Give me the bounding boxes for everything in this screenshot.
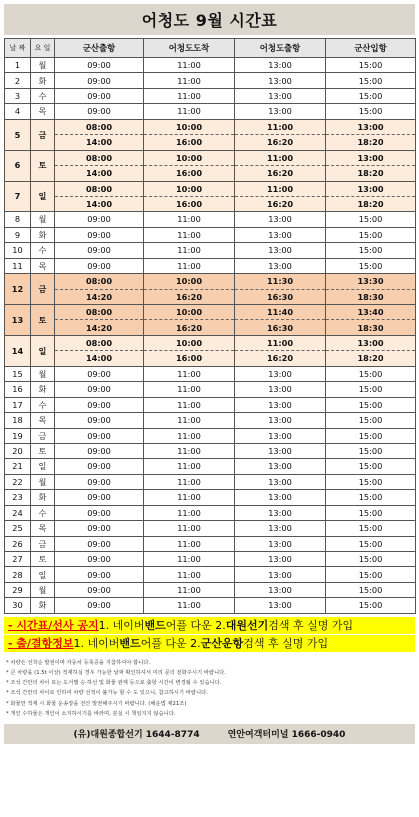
cell-day: 17 (5, 397, 31, 412)
cell-gunsan-depart: 09:00 (55, 552, 144, 567)
cell-day: 6 (5, 150, 31, 181)
table-row (5, 598, 416, 613)
table-row (5, 320, 416, 335)
cell-eocheongdo-arrive: 11:00 (144, 413, 235, 428)
cell-eocheongdo-arrive: 11:00 (144, 598, 235, 613)
cell-weekday: 일 (31, 181, 55, 212)
table-row (5, 274, 416, 289)
table-row (5, 166, 416, 181)
cell-day: 10 (5, 243, 31, 258)
cell-eocheongdo-depart: 16:20 (235, 166, 326, 181)
table-row (5, 413, 416, 428)
cell-gunsan-arrive: 15:00 (326, 598, 416, 613)
cell-eocheongdo-arrive: 11:00 (144, 73, 235, 88)
cell-eocheongdo-arrive: 16:00 (144, 135, 235, 150)
cell-gunsan-arrive: 15:00 (326, 227, 416, 242)
cell-eocheongdo-arrive: 11:00 (144, 258, 235, 273)
cell-day: 27 (5, 552, 31, 567)
table-row (5, 505, 416, 520)
notice-section (4, 617, 415, 652)
cell-gunsan-arrive: 15:00 (326, 428, 416, 443)
cell-weekday: 금 (31, 274, 55, 305)
table-row (5, 552, 416, 567)
cell-eocheongdo-depart: 16:30 (235, 320, 326, 335)
table-row (5, 196, 416, 211)
cell-gunsan-arrive: 18:20 (326, 196, 416, 211)
table-row (5, 335, 416, 350)
cell-eocheongdo-arrive: 11:00 (144, 490, 235, 505)
table-row (5, 104, 416, 119)
header-gunsan-arrive: 군산입항 (326, 39, 416, 58)
cell-day: 5 (5, 119, 31, 150)
cell-eocheongdo-depart: 13:00 (235, 443, 326, 458)
cell-weekday: 화 (31, 382, 55, 397)
cell-eocheongdo-depart: 11:00 (235, 150, 326, 165)
cell-gunsan-depart: 14:20 (55, 289, 144, 304)
cell-gunsan-depart: 08:00 (55, 181, 144, 196)
table-row (5, 243, 416, 258)
cell-gunsan-arrive: 13:30 (326, 274, 416, 289)
cell-eocheongdo-arrive: 11:00 (144, 428, 235, 443)
cell-weekday: 월 (31, 212, 55, 227)
cell-eocheongdo-arrive: 10:00 (144, 181, 235, 196)
cell-weekday: 수 (31, 88, 55, 103)
cell-gunsan-depart: 09:00 (55, 521, 144, 536)
cell-eocheongdo-depart: 11:40 (235, 305, 326, 320)
cell-eocheongdo-depart: 13:00 (235, 243, 326, 258)
cell-eocheongdo-depart: 13:00 (235, 521, 326, 536)
table-row (5, 459, 416, 474)
cell-eocheongdo-depart: 13:00 (235, 73, 326, 88)
cell-eocheongdo-arrive: 11:00 (144, 443, 235, 458)
cell-eocheongdo-depart: 11:00 (235, 181, 326, 196)
cell-gunsan-depart: 09:00 (55, 397, 144, 412)
cell-gunsan-arrive: 18:20 (326, 135, 416, 150)
cell-gunsan-depart: 08:00 (55, 335, 144, 350)
notes-list (4, 658, 415, 719)
cell-gunsan-depart: 08:00 (55, 119, 144, 134)
cell-day: 18 (5, 413, 31, 428)
cell-eocheongdo-depart: 13:00 (235, 366, 326, 381)
cell-gunsan-depart: 09:00 (55, 366, 144, 381)
cell-gunsan-depart: 09:00 (55, 474, 144, 489)
notice-text: 1. 네이버 (73, 637, 120, 651)
cell-gunsan-depart: 14:00 (55, 351, 144, 366)
cell-eocheongdo-arrive: 10:00 (144, 274, 235, 289)
cell-eocheongdo-arrive: 16:20 (144, 320, 235, 335)
table-row (5, 305, 416, 320)
table-row (5, 227, 416, 242)
cell-gunsan-depart: 09:00 (55, 582, 144, 597)
cell-weekday: 목 (31, 104, 55, 119)
cell-gunsan-arrive: 13:00 (326, 150, 416, 165)
cell-day: 9 (5, 227, 31, 242)
cell-eocheongdo-depart: 13:00 (235, 598, 326, 613)
cell-eocheongdo-depart: 16:20 (235, 135, 326, 150)
cell-eocheongdo-arrive: 11:00 (144, 366, 235, 381)
cell-eocheongdo-depart: 13:00 (235, 490, 326, 505)
table-row (5, 382, 416, 397)
notice-text: 검색 후 실명 가입 (268, 619, 354, 633)
notice-schedule (4, 617, 415, 634)
table-row (5, 490, 416, 505)
cell-day: 21 (5, 459, 31, 474)
cell-gunsan-depart: 09:00 (55, 243, 144, 258)
cell-day: 28 (5, 567, 31, 582)
cell-gunsan-arrive: 15:00 (326, 397, 416, 412)
cell-eocheongdo-arrive: 11:00 (144, 104, 235, 119)
cell-day: 16 (5, 382, 31, 397)
table-row (5, 135, 416, 150)
table-row (5, 366, 416, 381)
cell-eocheongdo-arrive: 16:00 (144, 166, 235, 181)
cell-eocheongdo-depart: 13:00 (235, 459, 326, 474)
cell-weekday: 월 (31, 58, 55, 73)
cell-eocheongdo-depart: 13:00 (235, 567, 326, 582)
cell-gunsan-arrive: 15:00 (326, 58, 416, 73)
cell-gunsan-arrive: 15:00 (326, 474, 416, 489)
cell-day: 4 (5, 104, 31, 119)
header-weekday: 요 일 (31, 39, 55, 58)
cell-eocheongdo-depart: 13:00 (235, 382, 326, 397)
cell-gunsan-depart: 14:20 (55, 320, 144, 335)
note-item: * 개인 수하물은 개인이 소지하시기를 바라며, 분실 시 책임지지 않습니다. (6, 710, 176, 717)
cell-eocheongdo-arrive: 10:00 (144, 150, 235, 165)
cell-gunsan-arrive: 15:00 (326, 243, 416, 258)
cell-day: 13 (5, 305, 31, 336)
cell-weekday: 금 (31, 428, 55, 443)
notice-app-name: 밴드 (119, 637, 141, 651)
cell-gunsan-arrive: 15:00 (326, 366, 416, 381)
note-item: * 큰 차량을 (1.5t 이상) 적재하실 경우 가능한 날짜 확인하셔서 미리 문의 전화주시기 바랍니다. (6, 669, 226, 676)
cell-eocheongdo-depart: 13:00 (235, 58, 326, 73)
table-row (5, 73, 416, 88)
cell-eocheongdo-depart: 13:00 (235, 552, 326, 567)
cell-eocheongdo-arrive: 11:00 (144, 88, 235, 103)
cell-gunsan-arrive: 15:00 (326, 505, 416, 520)
cell-eocheongdo-arrive: 16:20 (144, 289, 235, 304)
cell-weekday: 일 (31, 459, 55, 474)
table-row (5, 150, 416, 165)
cell-day: 30 (5, 598, 31, 613)
cell-eocheongdo-arrive: 11:00 (144, 552, 235, 567)
cell-eocheongdo-arrive: 11:00 (144, 212, 235, 227)
cell-eocheongdo-depart: 13:00 (235, 428, 326, 443)
cell-day: 14 (5, 335, 31, 366)
table-row (5, 289, 416, 304)
notice-operation-label: - 출/결항정보 (8, 637, 74, 651)
cell-eocheongdo-depart: 13:00 (235, 474, 326, 489)
cell-gunsan-arrive: 15:00 (326, 104, 416, 119)
footer-contact-daewon: (유)대원종합선기 1644-8774 (73, 730, 200, 741)
timetable-page (4, 4, 415, 744)
cell-gunsan-depart: 14:00 (55, 166, 144, 181)
table-row (5, 181, 416, 196)
cell-eocheongdo-depart: 13:00 (235, 258, 326, 273)
cell-eocheongdo-arrive: 10:00 (144, 335, 235, 350)
cell-eocheongdo-depart: 13:00 (235, 104, 326, 119)
cell-gunsan-arrive: 15:00 (326, 382, 416, 397)
notice-app-name: 밴드 (144, 619, 166, 633)
cell-eocheongdo-arrive: 11:00 (144, 474, 235, 489)
cell-gunsan-arrive: 13:00 (326, 335, 416, 350)
cell-eocheongdo-depart: 16:30 (235, 289, 326, 304)
cell-eocheongdo-depart: 11:00 (235, 119, 326, 134)
cell-gunsan-arrive: 15:00 (326, 73, 416, 88)
cell-day: 15 (5, 366, 31, 381)
cell-gunsan-arrive: 18:30 (326, 320, 416, 335)
table-row (5, 119, 416, 134)
cell-gunsan-depart: 09:00 (55, 73, 144, 88)
notice-text: 어플 다운 2. (140, 637, 201, 651)
cell-gunsan-arrive: 15:00 (326, 212, 416, 227)
cell-gunsan-depart: 09:00 (55, 505, 144, 520)
cell-day: 23 (5, 490, 31, 505)
cell-gunsan-depart: 09:00 (55, 428, 144, 443)
cell-eocheongdo-depart: 13:00 (235, 413, 326, 428)
cell-eocheongdo-arrive: 16:00 (144, 196, 235, 211)
cell-eocheongdo-depart: 13:00 (235, 397, 326, 412)
cell-gunsan-depart: 09:00 (55, 104, 144, 119)
header-gunsan-depart: 군산출항 (55, 39, 144, 58)
cell-gunsan-depart: 09:00 (55, 490, 144, 505)
cell-weekday: 토 (31, 305, 55, 336)
cell-day: 2 (5, 73, 31, 88)
cell-eocheongdo-depart: 11:30 (235, 274, 326, 289)
cell-gunsan-depart: 09:00 (55, 258, 144, 273)
cell-day: 29 (5, 582, 31, 597)
cell-eocheongdo-arrive: 11:00 (144, 243, 235, 258)
cell-gunsan-arrive: 15:00 (326, 521, 416, 536)
cell-day: 22 (5, 474, 31, 489)
table-row (5, 58, 416, 73)
cell-gunsan-depart: 08:00 (55, 274, 144, 289)
cell-weekday: 월 (31, 474, 55, 489)
cell-weekday: 수 (31, 397, 55, 412)
notice-band-name: 군산운항 (200, 637, 244, 651)
cell-gunsan-arrive: 15:00 (326, 536, 416, 551)
header-eocheongdo-arrive: 어청도도착 (144, 39, 235, 58)
cell-gunsan-arrive: 15:00 (326, 88, 416, 103)
cell-weekday: 목 (31, 521, 55, 536)
table-row (5, 258, 416, 273)
cell-weekday: 수 (31, 243, 55, 258)
note-item: * 차량은 선착순 발권이며 자동차 등록증을 지참하셔야 합니다. (6, 659, 151, 666)
cell-eocheongdo-depart: 13:00 (235, 227, 326, 242)
notice-text: 어플 다운 2. (165, 619, 226, 633)
notice-band-name: 대원선기 (225, 619, 269, 633)
cell-weekday: 목 (31, 258, 55, 273)
cell-gunsan-arrive: 13:40 (326, 305, 416, 320)
cell-eocheongdo-arrive: 11:00 (144, 382, 235, 397)
cell-eocheongdo-arrive: 10:00 (144, 305, 235, 320)
cell-eocheongdo-arrive: 11:00 (144, 505, 235, 520)
table-row (5, 521, 416, 536)
table-header-row (5, 39, 416, 58)
cell-gunsan-arrive: 15:00 (326, 413, 416, 428)
table-row (5, 567, 416, 582)
cell-weekday: 화 (31, 598, 55, 613)
cell-weekday: 일 (31, 335, 55, 366)
cell-eocheongdo-depart: 13:00 (235, 536, 326, 551)
cell-weekday: 월 (31, 366, 55, 381)
cell-gunsan-depart: 09:00 (55, 443, 144, 458)
cell-eocheongdo-depart: 16:20 (235, 196, 326, 211)
cell-gunsan-depart: 09:00 (55, 58, 144, 73)
cell-gunsan-depart: 09:00 (55, 88, 144, 103)
cell-gunsan-arrive: 18:20 (326, 351, 416, 366)
cell-gunsan-arrive: 15:00 (326, 258, 416, 273)
cell-weekday: 화 (31, 227, 55, 242)
cell-eocheongdo-arrive: 11:00 (144, 58, 235, 73)
cell-eocheongdo-arrive: 11:00 (144, 567, 235, 582)
cell-gunsan-depart: 09:00 (55, 382, 144, 397)
header-day: 날 짜 (5, 39, 31, 58)
cell-eocheongdo-arrive: 11:00 (144, 459, 235, 474)
cell-gunsan-depart: 08:00 (55, 305, 144, 320)
footer-contacts (4, 724, 415, 744)
cell-weekday: 일 (31, 567, 55, 582)
cell-gunsan-arrive: 15:00 (326, 582, 416, 597)
note-item: * 조석 간만의 차이로 인하여 차량 선적이 불가능 할 수 도 있으니, 참고하시기 바랍니다. (6, 690, 208, 697)
cell-gunsan-depart: 09:00 (55, 459, 144, 474)
cell-day: 20 (5, 443, 31, 458)
table-row (5, 397, 416, 412)
timetable-body (5, 58, 416, 614)
cell-weekday: 수 (31, 505, 55, 520)
page-title: 어청도 9월 시간표 (4, 4, 415, 35)
cell-weekday: 금 (31, 536, 55, 551)
table-row (5, 443, 416, 458)
cell-gunsan-arrive: 13:00 (326, 181, 416, 196)
table-row (5, 536, 416, 551)
cell-weekday: 목 (31, 413, 55, 428)
cell-day: 11 (5, 258, 31, 273)
cell-eocheongdo-depart: 13:00 (235, 212, 326, 227)
cell-gunsan-arrive: 15:00 (326, 552, 416, 567)
cell-gunsan-depart: 09:00 (55, 536, 144, 551)
cell-day: 24 (5, 505, 31, 520)
cell-eocheongdo-arrive: 10:00 (144, 119, 235, 134)
timetable (4, 38, 416, 614)
header-eocheongdo-depart: 어청도출항 (235, 39, 326, 58)
cell-weekday: 토 (31, 443, 55, 458)
cell-gunsan-depart: 09:00 (55, 212, 144, 227)
notice-text: 검색 후 실명 가입 (243, 637, 329, 651)
cell-gunsan-depart: 09:00 (55, 227, 144, 242)
cell-day: 3 (5, 88, 31, 103)
cell-gunsan-arrive: 18:30 (326, 289, 416, 304)
notice-schedule-label: - 시간표/선사 공지 (8, 619, 99, 633)
cell-eocheongdo-arrive: 11:00 (144, 521, 235, 536)
cell-day: 26 (5, 536, 31, 551)
cell-weekday: 화 (31, 490, 55, 505)
cell-eocheongdo-depart: 13:00 (235, 505, 326, 520)
cell-gunsan-arrive: 13:00 (326, 119, 416, 134)
table-row (5, 474, 416, 489)
table-row (5, 351, 416, 366)
cell-eocheongdo-depart: 16:20 (235, 351, 326, 366)
cell-eocheongdo-arrive: 16:00 (144, 351, 235, 366)
table-row (5, 88, 416, 103)
cell-gunsan-depart: 09:00 (55, 567, 144, 582)
cell-gunsan-depart: 14:00 (55, 135, 144, 150)
cell-weekday: 금 (31, 119, 55, 150)
cell-gunsan-depart: 09:00 (55, 413, 144, 428)
table-row (5, 212, 416, 227)
cell-eocheongdo-depart: 13:00 (235, 582, 326, 597)
cell-gunsan-depart: 14:00 (55, 196, 144, 211)
notice-operation (4, 635, 415, 652)
note-item: * 조석 간만의 차이 또는 도서별 승·하선 및 화물 관계 등으로 출항 시간이 변경될 수 있습니다. (6, 680, 222, 687)
cell-eocheongdo-arrive: 11:00 (144, 582, 235, 597)
cell-gunsan-arrive: 15:00 (326, 490, 416, 505)
cell-gunsan-arrive: 15:00 (326, 459, 416, 474)
cell-day: 7 (5, 181, 31, 212)
note-item: * 화물만 적재 시 화물 운송장을 전산 발권해주시기 바랍니다. (해운법 제21조) (6, 700, 187, 707)
cell-gunsan-arrive: 15:00 (326, 443, 416, 458)
cell-eocheongdo-arrive: 11:00 (144, 397, 235, 412)
cell-weekday: 월 (31, 582, 55, 597)
cell-day: 19 (5, 428, 31, 443)
cell-day: 12 (5, 274, 31, 305)
cell-weekday: 토 (31, 150, 55, 181)
notice-text: 1. 네이버 (98, 619, 145, 633)
cell-weekday: 화 (31, 73, 55, 88)
cell-gunsan-arrive: 18:20 (326, 166, 416, 181)
cell-eocheongdo-arrive: 11:00 (144, 227, 235, 242)
cell-gunsan-depart: 09:00 (55, 598, 144, 613)
cell-weekday: 토 (31, 552, 55, 567)
table-row (5, 582, 416, 597)
footer-contact-terminal: 연안여객터미널 1666-0940 (227, 730, 346, 741)
cell-eocheongdo-arrive: 11:00 (144, 536, 235, 551)
cell-gunsan-depart: 08:00 (55, 150, 144, 165)
cell-day: 25 (5, 521, 31, 536)
cell-eocheongdo-depart: 11:00 (235, 335, 326, 350)
cell-eocheongdo-depart: 13:00 (235, 88, 326, 103)
table-row (5, 428, 416, 443)
cell-day: 8 (5, 212, 31, 227)
cell-gunsan-arrive: 15:00 (326, 567, 416, 582)
cell-day: 1 (5, 58, 31, 73)
